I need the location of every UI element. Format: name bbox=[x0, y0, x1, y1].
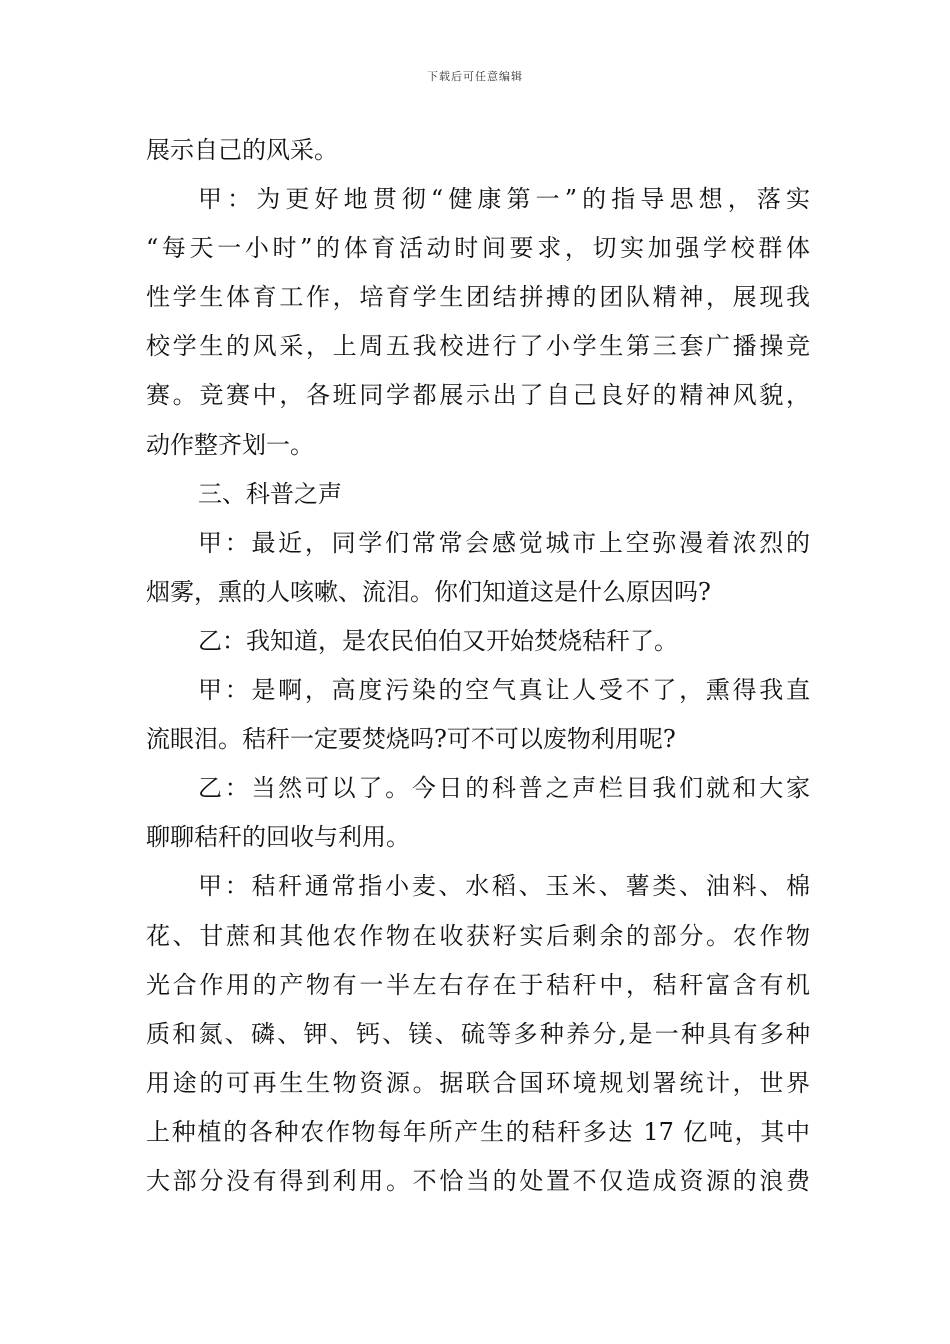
text-line: 大部分没有得到利用。不恰当的处置不仅造成资源的浪费 bbox=[146, 1166, 810, 1195]
text-line: 聊聊秸秆的回收与利用。 bbox=[146, 823, 410, 852]
text-line: 上种植的各种农作物每年所产生的秸秆多达 17 亿吨，其中 bbox=[146, 1117, 810, 1146]
document-body bbox=[146, 126, 810, 1206]
text-line: 校学生的风采，上周五我校进行了小学生第三套广播操竞 bbox=[146, 332, 810, 361]
text-line: 性学生体育工作，培育学生团结拼搏的团队精神，展现我 bbox=[146, 283, 810, 312]
text-line: 烟雾，熏的人咳嗽、流泪。你们知道这是什么原因吗? bbox=[146, 577, 711, 606]
text-line: “每天一小时”的体育活动时间要求，切实加强学校群体 bbox=[146, 234, 810, 263]
section-heading: 三、科普之声 bbox=[198, 479, 342, 508]
text-line: 乙：当然可以了。今日的科普之声栏目我们就和大家 bbox=[198, 774, 810, 803]
text-line: 光合作用的产物有一半左右存在于秸秆中，秸秆富含有机 bbox=[146, 970, 810, 999]
text-line: 展示自己的风采。 bbox=[146, 136, 338, 164]
text-line: 甲：最近，同学们常常会感觉城市上空弥漫着浓烈的 bbox=[198, 528, 810, 557]
text-line: 动作整齐划一。 bbox=[146, 430, 314, 459]
text-line: 花、甘蔗和其他农作物在收获籽实后剩余的部分。农作物 bbox=[146, 921, 810, 950]
text-line: 甲：是啊，高度污染的空气真让人受不了，熏得我直 bbox=[198, 676, 810, 705]
text-line: 甲：秸秆通常指小麦、水稻、玉米、薯类、油料、棉 bbox=[198, 872, 810, 901]
text-line: 流眼泪。秸秆一定要焚烧吗?可不可以废物利用呢? bbox=[146, 725, 676, 754]
text-line: 质和氮、磷、钾、钙、镁、硫等多种养分,是一种具有多种 bbox=[146, 1019, 810, 1048]
text-line: 赛。竞赛中，各班同学都展示出了自己良好的精神风貌， bbox=[146, 381, 810, 410]
text-line: 乙：我知道，是农民伯伯又开始焚烧秸秆了。 bbox=[198, 626, 678, 655]
page-header: 下载后可任意编辑 bbox=[427, 70, 523, 83]
text-line: 甲：为更好地贯彻“健康第一”的指导思想，落实 bbox=[198, 185, 810, 214]
text-line: 用途的可再生生物资源。据联合国环境规划署统计，世界 bbox=[146, 1068, 810, 1097]
